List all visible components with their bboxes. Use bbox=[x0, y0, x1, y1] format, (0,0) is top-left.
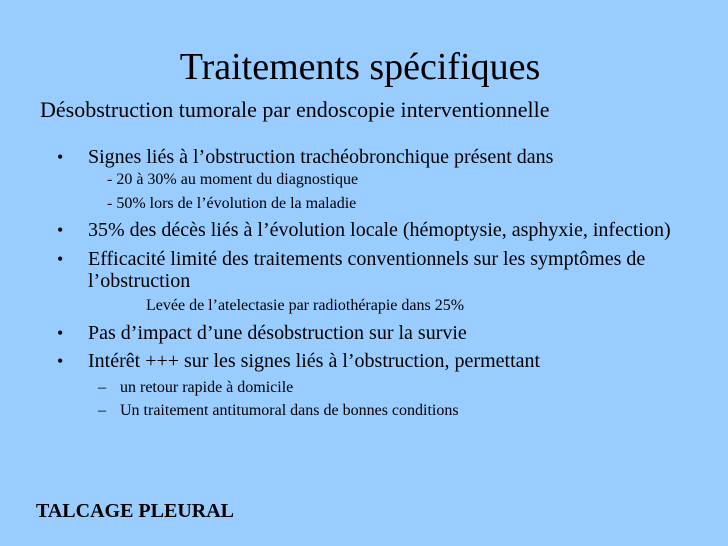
slide-title: Traitements spécifiques bbox=[179, 46, 541, 88]
bullet-text: Intérêt +++ sur les signes liés à l’obstruction, permettant bbox=[88, 350, 541, 372]
sub-item: - 20 à 30% au moment du diagnostique bbox=[107, 171, 359, 188]
dash-icon: – bbox=[98, 402, 106, 419]
sub-item bbox=[56, 399, 716, 422]
bullet-text: Efficacité limité des traitements conventionnels sur les symptômes de l’obstruction bbox=[88, 248, 646, 292]
bullet-text: Pas d’impact d’une désobstruction sur la survie bbox=[88, 322, 467, 344]
bullet-item bbox=[56, 248, 716, 292]
bullet-text: Signes liés à l’obstruction trachéobronchique présent dans bbox=[88, 146, 554, 168]
bullet-icon: • bbox=[57, 351, 64, 371]
bullet-icon: • bbox=[57, 147, 64, 167]
bullet-item bbox=[56, 322, 716, 344]
sub-item-text: un retour rapide à domicile bbox=[120, 379, 294, 396]
section-heading: TALCAGE PLEURAL bbox=[36, 500, 234, 522]
sub-item-text: Un traitement antitumoral dans de bonnes conditions bbox=[120, 402, 459, 419]
bullet-item bbox=[56, 146, 716, 168]
sub-note: Levée de l’atelectasie par radiothérapie dans 25% bbox=[146, 297, 465, 314]
sub-item bbox=[56, 376, 716, 399]
bullet-icon: • bbox=[57, 220, 64, 240]
bullet-item bbox=[56, 350, 716, 372]
slide-subtitle: Désobstruction tumorale par endoscopie interventionnelle bbox=[40, 97, 550, 122]
dash-icon: – bbox=[98, 379, 106, 396]
bullet-icon: • bbox=[57, 323, 64, 343]
bullet-text: 35% des décès liés à l’évolution locale (hémoptysie, asphyxie, infection) bbox=[88, 219, 671, 241]
bullet-item bbox=[56, 219, 716, 241]
bullet-list bbox=[56, 146, 716, 422]
bullet-icon: • bbox=[57, 249, 64, 269]
sub-item: - 50% lors de l’évolution de la maladie bbox=[107, 195, 357, 212]
